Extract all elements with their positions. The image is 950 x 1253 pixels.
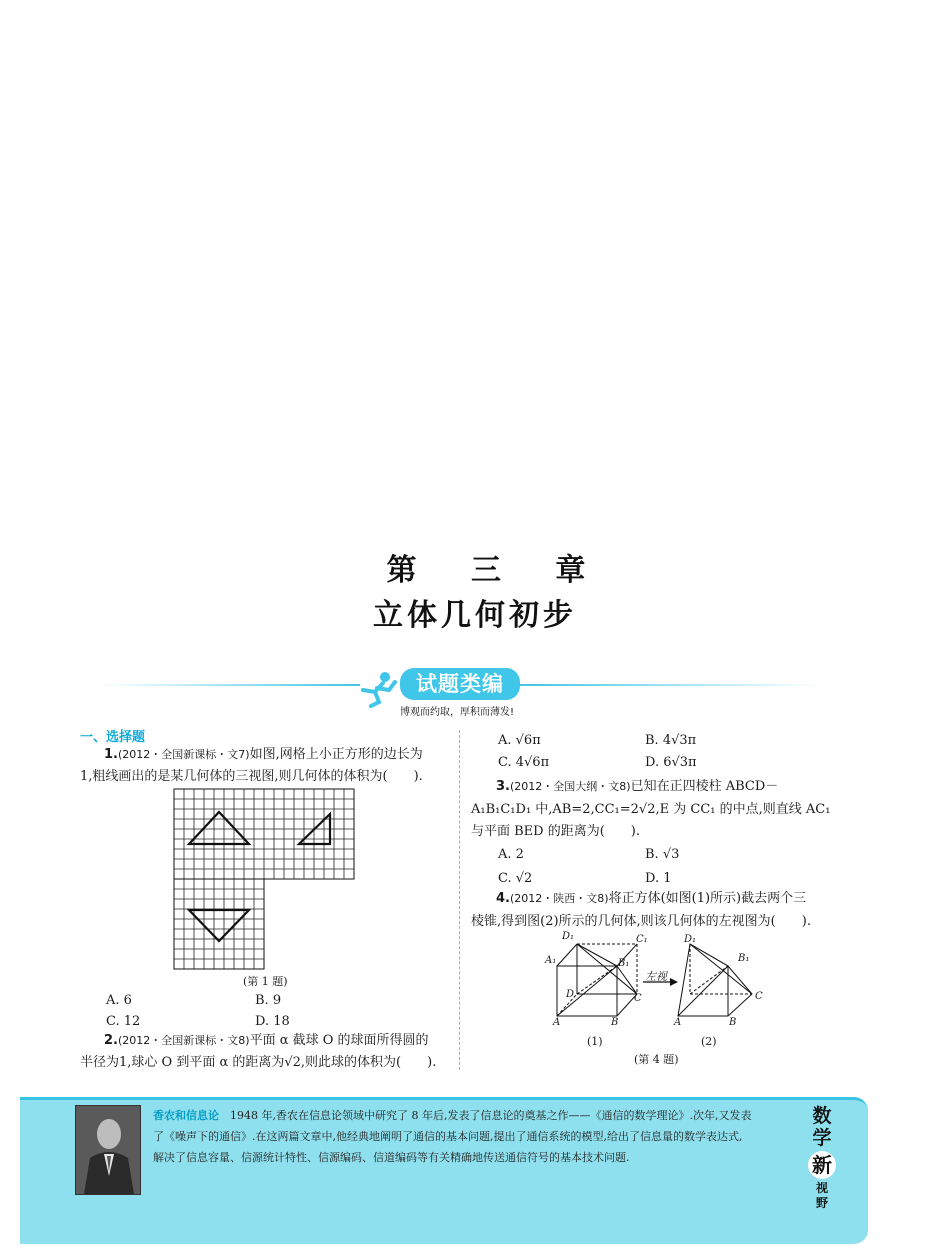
footer-heading: 香农和信息论 (153, 1109, 219, 1122)
q4-text1: 将正方体(如图(1)所示)截去两个三 (608, 891, 807, 906)
banner-badge (400, 668, 520, 700)
side-tab (807, 1105, 837, 1237)
q1-option-d: D. 18 (255, 1014, 290, 1029)
q3-line1 (496, 776, 778, 798)
q2-text1: 平面 α 截球 O 的球面所得圆的 (249, 1033, 429, 1048)
q4-fig1-label: (1) (587, 1035, 603, 1048)
side-tab-char-2: 学 (812, 1127, 832, 1149)
side-tab-char-3: 新 (812, 1153, 832, 1177)
q1-number: 1. (104, 747, 118, 762)
banner-title: 试题类编 (416, 672, 504, 696)
q4-fig2-label-d1: D₁ (684, 934, 697, 945)
column-divider (459, 730, 460, 1070)
side-tab-char-5: 野 (815, 1196, 828, 1210)
q1-option-a: A. 6 (106, 993, 132, 1008)
q3-source: (2012・全国大纲・文8) (509, 780, 631, 793)
q4-label-d1: D₁ (562, 931, 575, 942)
q4-fig2-label: (2) (701, 1035, 717, 1048)
side-tab-char-4: 视 (815, 1181, 828, 1195)
q2-line1 (104, 1030, 429, 1052)
q4-label-d: D (566, 989, 575, 1000)
q3-option-a: A. 2 (498, 847, 524, 862)
q4-line1 (496, 888, 806, 910)
q4-fig2-label-b1: B₁ (738, 953, 750, 964)
side-tab-char-1: 数 (812, 1105, 832, 1127)
q3-option-b: B. √3 (645, 847, 680, 862)
runner-icon (355, 668, 405, 708)
q1-option-c: C. 12 (106, 1014, 141, 1029)
q3-text1: 已知在正四棱柱 ABCD－ (630, 779, 779, 794)
q4-fig2-label-c: C (755, 991, 763, 1002)
q1-grid-figure (170, 786, 360, 972)
q2-option-b: B. 4√3π (645, 733, 697, 748)
q4-label-a: A (553, 1017, 561, 1028)
q1-line1 (104, 744, 423, 766)
q3-number: 3. (496, 779, 510, 794)
q3-option-d: D. 1 (645, 871, 672, 886)
footer-line2: 了《噪声下的通信》.在这两篇文章中,他经典地阐明了通信的基本问题,提出了通信系统的模型,给出了信息量的数学表达式, (153, 1130, 743, 1143)
q4-label-b: B (611, 1017, 619, 1028)
q4-fig2-label-a: A (674, 1017, 682, 1028)
q1-caption: (第 1 题) (243, 975, 288, 988)
q1-source: (2012・全国新课标・文7) (117, 748, 250, 761)
q1-line2: 1,粗线画出的是某几何体的三视图,则几何体的体积为( ). (80, 769, 423, 784)
q4-caption: (第 4 题) (634, 1053, 679, 1066)
banner-line-left (100, 684, 360, 686)
q1-text1: 如图,网格上小正方形的边长为 (249, 747, 423, 762)
q4-line2: 棱锥,得到图(2)所示的几何体,则该几何体的左视图为( ). (471, 914, 811, 929)
q1-option-b: B. 9 (255, 993, 282, 1008)
q4-source: (2012・陕西・文8) (509, 892, 609, 905)
q4-label-a1: A₁ (545, 955, 557, 966)
chapter-title: 立体几何初步 (373, 598, 577, 633)
q2-number: 2. (104, 1033, 118, 1048)
q4-arrow-label: 左视 (645, 970, 667, 983)
q3-line3: 与平面 BED 的距离为( ). (471, 824, 641, 839)
q4-fig2-label-b: B (729, 1017, 737, 1028)
q4-number: 4. (496, 891, 510, 906)
footer-line1: 1948 年,香农在信息论领域中研究了 8 年后,发表了信息论的奠基之作——《通信的数学理论》.次年,又发表 (230, 1109, 752, 1122)
footer-text (153, 1105, 793, 1168)
q4-label-b1: B₁ (618, 958, 630, 969)
chapter-number: 第 三 章 (386, 553, 608, 588)
q4-label-c: C (634, 993, 642, 1004)
q4-label-c1: C₁ (636, 934, 648, 945)
q2-option-a: A. √6π (498, 733, 541, 748)
banner-line-right (520, 684, 820, 686)
q2-option-c: C. 4√6π (498, 755, 550, 770)
q2-source: (2012・全国新课标・文8) (117, 1034, 250, 1047)
q3-option-c: C. √2 (498, 871, 533, 886)
q3-line2: A₁B₁C₁D₁ 中,AB=2,CC₁=2√2,E 为 CC₁ 的中点,则直线 AC₁ (471, 802, 831, 817)
footer-line3: 解决了信息容量、信源统计特性、信源编码、信道编码等有关精确地传送通信符号的基本技术问题. (153, 1151, 630, 1164)
section-title: 一、选择题 (80, 730, 146, 745)
q2-option-d: D. 6√3π (645, 755, 697, 770)
q2-line2: 半径为1,球心 O 到平面 α 的距离为√2,则此球的体积为( ). (80, 1055, 437, 1070)
shannon-portrait (75, 1105, 141, 1195)
banner-slogan: 博观而约取，厚积而薄发! (400, 707, 515, 718)
